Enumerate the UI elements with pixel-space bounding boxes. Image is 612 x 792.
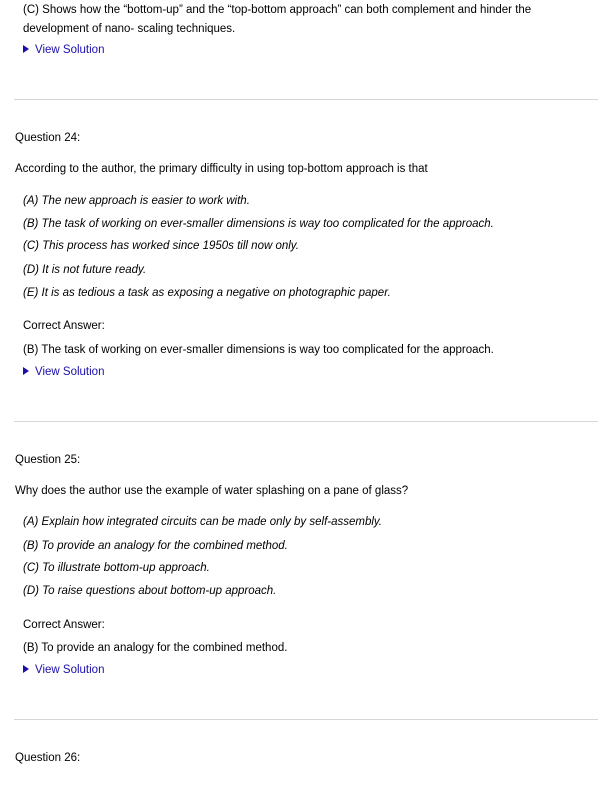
- question-24-option-d: (D) It is not future ready.: [23, 264, 147, 276]
- question-24-correct-label: Correct Answer:: [23, 320, 105, 332]
- question-24-option-a: (A) The new approach is easier to work with.: [23, 195, 250, 207]
- view-solution-link-23[interactable]: [23, 44, 104, 56]
- question-24-option-c: (C) This process has worked since 1950s till now only.: [23, 240, 299, 252]
- question-25-text: Why does the author use the example of water splashing on a pane of glass?: [15, 485, 409, 497]
- question-24-option-b: (B) The task of working on ever-smaller dimensions is way too complicated for the approach.: [23, 218, 494, 230]
- triangle-right-icon: [23, 665, 29, 673]
- divider: [14, 99, 598, 100]
- view-solution-label: View Solution: [35, 664, 105, 676]
- triangle-right-icon: [23, 45, 29, 53]
- question-24-option-e: (E) It is as tedious a task as exposing a negative on photographic paper.: [23, 287, 391, 299]
- view-solution-link-24[interactable]: [23, 366, 104, 378]
- question-25-heading: Question 25:: [15, 454, 81, 466]
- divider: [14, 719, 598, 720]
- question-25-option-a: (A) Explain how integrated circuits can be made only by self-assembly.: [23, 516, 383, 528]
- question-25-correct-value: (B) To provide an analogy for the combined method.: [23, 642, 288, 654]
- divider: [14, 421, 598, 422]
- view-solution-label: View Solution: [35, 366, 105, 378]
- question-25-correct-label: Correct Answer:: [23, 619, 105, 631]
- question-25-option-b: (B) To provide an analogy for the combined method.: [23, 540, 288, 552]
- view-solution-link-25[interactable]: [23, 664, 104, 676]
- triangle-right-icon: [23, 367, 29, 375]
- question-24-heading: Question 24:: [15, 132, 81, 144]
- question-25-option-d: (D) To raise questions about bottom-up approach.: [23, 585, 277, 597]
- question-25-option-c: (C) To illustrate bottom-up approach.: [23, 562, 210, 574]
- previous-answer-line-1: (C) Shows how the “bottom-up” and the “top-bottom approach” can both complement and hinder the: [23, 4, 532, 16]
- previous-answer-line-2: development of nano- scaling techniques.: [23, 23, 236, 35]
- question-24-correct-value: (B) The task of working on ever-smaller dimensions is way too complicated for the approach.: [23, 344, 494, 356]
- question-24-text: According to the author, the primary difficulty in using top-bottom approach is that: [15, 163, 428, 175]
- question-26-heading: Question 26:: [15, 752, 81, 764]
- view-solution-label: View Solution: [35, 44, 105, 56]
